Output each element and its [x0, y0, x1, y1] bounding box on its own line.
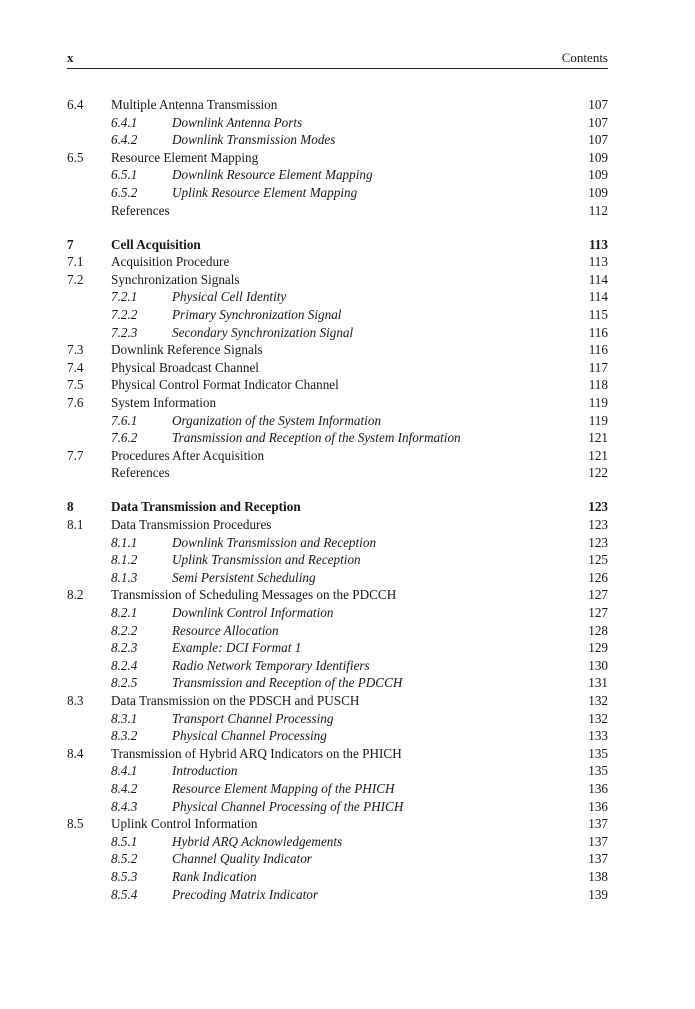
toc-entry-title: Physical Broadcast Channel — [111, 359, 259, 375]
toc-section-entry[interactable] — [67, 745, 608, 763]
toc-subsection-entry[interactable] — [67, 131, 608, 149]
toc-entry-number: 6.5.1 — [111, 167, 138, 183]
toc-subsection-entry[interactable] — [67, 710, 608, 728]
toc-entry-page: 123 — [588, 517, 608, 533]
toc-subsection-entry[interactable] — [67, 429, 608, 447]
toc-entry-number: 8.1.3 — [111, 569, 138, 585]
toc-subsection-entry[interactable] — [67, 622, 608, 640]
header-rule — [67, 68, 608, 69]
toc-section-entry[interactable] — [67, 359, 608, 377]
toc-entry-page: 135 — [588, 763, 608, 779]
toc-entry-page: 137 — [588, 833, 608, 849]
toc-entry-page: 112 — [588, 202, 608, 218]
toc-entry-title: Semi Persistent Scheduling — [172, 569, 316, 585]
toc-subsection-entry[interactable] — [67, 657, 608, 675]
toc-entry-number: 7 — [67, 236, 74, 252]
toc-entry-number: 7.2.3 — [111, 324, 138, 340]
toc-entry-title: Resource Allocation — [172, 622, 279, 638]
page-header — [67, 50, 608, 68]
toc-entry-page: 119 — [588, 395, 608, 410]
toc-subsection-entry[interactable] — [67, 412, 608, 430]
toc-entry-page: 131 — [588, 675, 608, 691]
toc-subsection-entry[interactable] — [67, 833, 608, 851]
toc-entry-number: 8.5.3 — [111, 868, 138, 884]
toc-entry-number: 7.6 — [67, 395, 84, 410]
toc-entry-title: Uplink Control Information — [111, 816, 258, 832]
toc-entry-number: 6.5 — [67, 149, 84, 165]
toc-entry-number: 8.5 — [67, 816, 84, 832]
toc-entry-number: 8.5.4 — [111, 886, 138, 902]
toc-subsection-entry[interactable] — [67, 798, 608, 816]
toc-section-entry[interactable] — [67, 149, 608, 167]
running-head: Contents — [561, 50, 608, 65]
toc-entry-number: 6.4.1 — [111, 114, 138, 130]
toc-entry-number: 8.2.3 — [111, 640, 138, 656]
toc-entry-page: 138 — [588, 868, 608, 884]
toc-entry-page: 109 — [588, 184, 608, 200]
toc-entry-number: 8.4 — [67, 745, 84, 761]
toc-entry-title: Introduction — [172, 763, 238, 779]
toc-entry-title: Transmission of Scheduling Messages on the PDCCH — [111, 587, 397, 603]
toc-section-entry[interactable] — [67, 692, 608, 710]
toc-entry-title: Data Transmission and Reception — [111, 499, 301, 515]
toc-entry-page: 118 — [588, 377, 608, 393]
toc-entry-title: Resource Element Mapping of the PHICH — [172, 780, 395, 796]
toc-entry-page: 117 — [588, 359, 608, 375]
toc-subsection-entry[interactable] — [67, 324, 608, 342]
toc-entry-number: 7.1 — [67, 254, 84, 270]
toc-entry-page: 132 — [588, 693, 608, 708]
toc-subsection-entry[interactable] — [67, 569, 608, 587]
toc-section-entry[interactable] — [67, 202, 608, 220]
toc-entry-number: 7.4 — [67, 359, 84, 375]
toc-entry-number: 8 — [67, 499, 74, 515]
toc-entry-title: Multiple Antenna Transmission — [111, 97, 278, 112]
toc-entry-number: 8.1 — [67, 517, 84, 533]
toc-entry-page: 127 — [588, 587, 608, 603]
toc-entry-title: Acquisition Procedure — [111, 254, 230, 270]
toc-entry-title: Physical Channel Processing — [172, 728, 327, 744]
toc-entry-title: Channel Quality Indicator — [172, 851, 312, 867]
toc-subsection-entry[interactable] — [67, 762, 608, 780]
toc-entry-page: 121 — [588, 430, 608, 446]
toc-entry-number: 8.5.1 — [111, 833, 138, 849]
toc-entry-page: 119 — [588, 412, 608, 428]
toc-entry-title: Precoding Matrix Indicator — [172, 886, 319, 902]
toc-entry-title: Downlink Reference Signals — [111, 342, 263, 358]
toc-entry-page: 128 — [588, 622, 608, 638]
toc-entry-title: Radio Network Temporary Identifiers — [172, 657, 370, 673]
toc-subsection-entry[interactable] — [67, 604, 608, 622]
toc-entry-page: 115 — [588, 307, 608, 323]
toc-entry-title: Physical Cell Identity — [172, 289, 287, 305]
toc-entry-number: 6.5.2 — [111, 184, 138, 200]
toc-entry-title: Uplink Resource Element Mapping — [172, 184, 358, 200]
toc-subsection-entry[interactable] — [67, 639, 608, 657]
toc-entry-title: References — [111, 202, 170, 218]
toc-entry-title: Synchronization Signals — [111, 271, 240, 287]
toc-entry-number: 8.3 — [67, 693, 84, 708]
toc-entry-title: Primary Synchronization Signal — [172, 307, 342, 323]
toc-entry-number: 8.4.2 — [111, 780, 138, 796]
toc-entry-title: Physical Channel Processing of the PHICH — [172, 798, 404, 814]
toc-entry-title: Physical Control Format Indicator Channel — [111, 377, 339, 393]
toc-section-entry[interactable] — [67, 394, 608, 412]
toc-entry-page: 113 — [588, 254, 608, 270]
toc-entry-number: 8.2.2 — [111, 622, 138, 638]
toc-section-entry[interactable] — [67, 341, 608, 359]
toc-entry-title: Uplink Transmission and Reception — [172, 552, 361, 568]
toc-subsection-entry[interactable] — [67, 166, 608, 184]
toc-entry-title: Downlink Transmission Modes — [172, 132, 336, 148]
toc-entry-number: 8.2.4 — [111, 657, 138, 673]
toc-entry-title: Downlink Transmission and Reception — [172, 534, 377, 550]
toc-entry-number: 7.7 — [67, 447, 84, 463]
toc-entry-number: 8.2 — [67, 587, 84, 603]
toc-entry-title: Hybrid ARQ Acknowledgements — [172, 833, 343, 849]
table-of-contents — [67, 96, 608, 903]
toc-entry-title: Transmission of Hybrid ARQ Indicators on the PHICH — [111, 745, 402, 761]
toc-entry-page: 137 — [588, 816, 608, 832]
toc-section-entry[interactable] — [67, 464, 608, 482]
toc-entry-page: 139 — [588, 886, 608, 902]
toc-entry-title: Organization of the System Information — [172, 412, 382, 428]
toc-entry-number: 7.2.2 — [111, 307, 138, 323]
toc-entry-page: 135 — [588, 745, 608, 761]
toc-entry-number: 7.3 — [67, 342, 84, 358]
toc-entry-number: 8.1.2 — [111, 552, 138, 568]
toc-subsection-entry[interactable] — [67, 306, 608, 324]
toc-subsection-entry[interactable] — [67, 850, 608, 868]
toc-entry-title: Example: DCI Format 1 — [172, 640, 302, 656]
toc-entry-number: 8.4.3 — [111, 798, 138, 814]
toc-section-entry[interactable] — [67, 253, 608, 271]
toc-subsection-entry[interactable] — [67, 886, 608, 904]
toc-entry-title: Downlink Antenna Ports — [172, 114, 303, 130]
toc-entry-page: 107 — [588, 114, 608, 130]
toc-entry-number: 7.6.2 — [111, 430, 138, 446]
toc-entry-number: 7.2 — [67, 271, 84, 287]
toc-entry-title: Procedures After Acquisition — [111, 447, 265, 463]
toc-entry-page: 116 — [588, 342, 608, 358]
toc-section-entry[interactable] — [67, 586, 608, 604]
toc-entry-page: 133 — [588, 728, 608, 744]
toc-entry-page: 122 — [588, 465, 608, 481]
toc-entry-number: 8.2.1 — [111, 605, 138, 621]
toc-entry-title: Data Transmission on the PDSCH and PUSCH — [111, 693, 360, 708]
toc-entry-title: Data Transmission Procedures — [111, 517, 272, 533]
toc-entry-title: References — [111, 465, 170, 481]
toc-entry-page: 109 — [588, 149, 608, 165]
toc-entry-title: Transmission and Reception of the PDCCH — [172, 675, 403, 691]
toc-entry-number: 8.4.1 — [111, 763, 138, 779]
toc-entry-page: 130 — [588, 657, 608, 673]
toc-entry-page: 132 — [588, 710, 608, 726]
toc-entry-title: Downlink Resource Element Mapping — [172, 167, 373, 183]
page-number: x — [67, 50, 74, 65]
toc-entry-number: 6.4 — [67, 97, 84, 112]
toc-entry-title: Resource Element Mapping — [111, 149, 259, 165]
toc-entry-page: 107 — [588, 97, 608, 112]
toc-entry-page: 114 — [588, 289, 608, 305]
toc-entry-page: 127 — [588, 605, 608, 621]
toc-entry-title: Downlink Control Information — [172, 605, 334, 621]
toc-entry-page: 123 — [588, 499, 608, 515]
toc-chapter-entry[interactable] — [67, 498, 608, 516]
toc-entry-title: Cell Acquisition — [111, 236, 201, 252]
toc-subsection-entry[interactable] — [67, 868, 608, 886]
toc-section-entry[interactable] — [67, 376, 608, 394]
toc-subsection-entry[interactable] — [67, 534, 608, 552]
toc-entry-title: Transport Channel Processing — [172, 710, 334, 726]
toc-entry-page: 126 — [588, 569, 608, 585]
toc-subsection-entry[interactable] — [67, 288, 608, 306]
toc-entry-number: 7.6.1 — [111, 412, 138, 428]
toc-entry-number: 8.1.1 — [111, 534, 138, 550]
toc-entry-title: System Information — [111, 395, 217, 410]
toc-entry-number: 7.2.1 — [111, 289, 138, 305]
toc-entry-page: 136 — [588, 780, 608, 796]
toc-entry-page: 123 — [588, 534, 608, 550]
toc-entry-title: Rank Indication — [172, 868, 257, 884]
toc-entry-page: 114 — [588, 271, 608, 287]
toc-entry-page: 109 — [588, 167, 608, 183]
toc-chapter-entry[interactable] — [67, 236, 608, 254]
toc-subsection-entry[interactable] — [67, 780, 608, 798]
toc-entry-number: 8.5.2 — [111, 851, 138, 867]
toc-entry-title: Transmission and Reception of the System Information — [172, 430, 461, 446]
toc-subsection-entry[interactable] — [67, 184, 608, 202]
toc-entry-page: 113 — [588, 236, 608, 252]
toc-entry-page: 136 — [588, 798, 608, 814]
toc-entry-page: 129 — [588, 640, 608, 656]
toc-entry-page: 116 — [588, 324, 608, 340]
toc-entry-title: Secondary Synchronization Signal — [172, 324, 354, 340]
toc-section-entry[interactable] — [67, 96, 608, 114]
toc-entry-number: 7.5 — [67, 377, 84, 393]
toc-entry-page: 125 — [588, 552, 608, 568]
toc-entry-number: 6.4.2 — [111, 132, 138, 148]
toc-section-entry[interactable] — [67, 815, 608, 833]
toc-subsection-entry[interactable] — [67, 674, 608, 692]
toc-section-entry[interactable] — [67, 447, 608, 465]
toc-entry-number: 8.3.2 — [111, 728, 138, 744]
toc-entry-number: 8.2.5 — [111, 675, 138, 691]
toc-section-entry[interactable] — [67, 271, 608, 289]
toc-entry-number: 8.3.1 — [111, 710, 138, 726]
toc-entry-page: 107 — [588, 132, 608, 148]
toc-subsection-entry[interactable] — [67, 551, 608, 569]
toc-entry-page: 121 — [588, 447, 608, 463]
toc-subsection-entry[interactable] — [67, 727, 608, 745]
toc-subsection-entry[interactable] — [67, 114, 608, 132]
toc-entry-page: 137 — [588, 851, 608, 867]
toc-section-entry[interactable] — [67, 516, 608, 534]
